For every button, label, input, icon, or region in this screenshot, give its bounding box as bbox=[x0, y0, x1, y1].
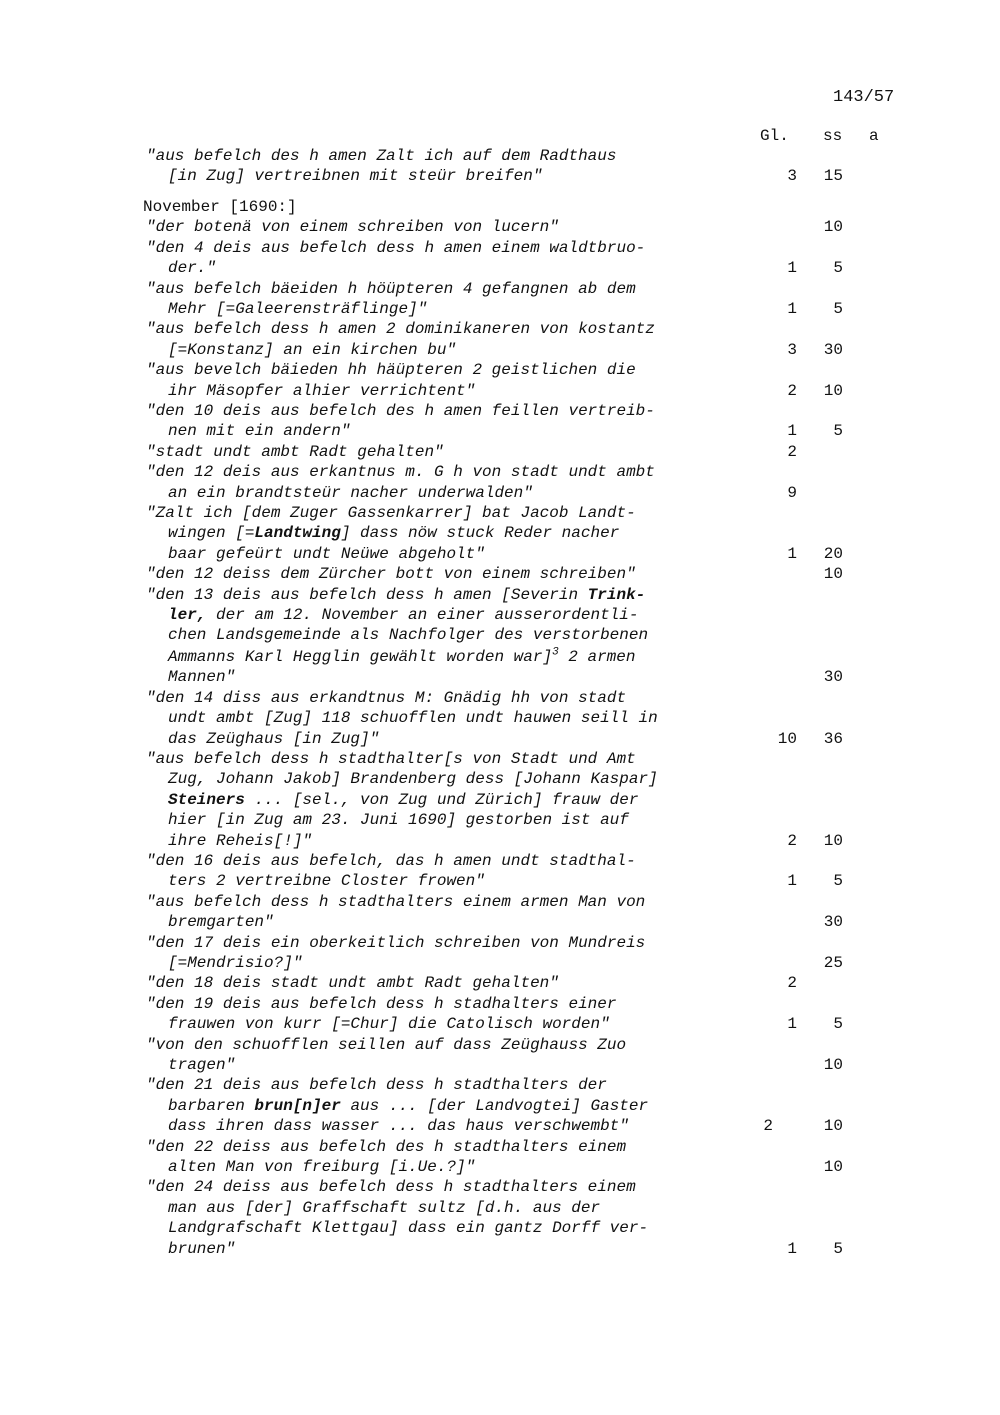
entry-text: "der botenä von einem schreiben von lucern" bbox=[146, 218, 559, 237]
entry-text: ihr Mäsopfer alhier verrichtent" bbox=[168, 381, 476, 400]
entry-text: ler, der am 12. November an einer ausserordentli- bbox=[168, 606, 639, 624]
entry-text: "den 14 diss aus erkandtnus M: Gnädig hh von stadt bbox=[146, 688, 627, 707]
ledger-line bbox=[0, 852, 1000, 872]
ledger-line bbox=[0, 913, 1000, 933]
ledger-line bbox=[0, 167, 1000, 187]
entry-ss: 30 bbox=[823, 340, 843, 359]
entry-text: "den 12 deiss dem Zürcher bott von einem schreiben" bbox=[146, 565, 636, 584]
entry-text: "Zalt ich [dem Zuger Gassenkarrer] bat Jacob Landt- bbox=[146, 504, 636, 522]
ledger-line bbox=[0, 1117, 1000, 1137]
entry-gl: 2 bbox=[787, 381, 797, 400]
ledger-line bbox=[0, 320, 1000, 340]
entry-text: "den 4 deis aus befelch dess h amen einem waldtbruo- bbox=[146, 238, 646, 257]
ledger-line bbox=[0, 934, 1000, 954]
ledger-line bbox=[0, 750, 1000, 770]
ledger-line bbox=[0, 648, 1000, 668]
ledger-line bbox=[0, 484, 1000, 504]
entry-ss: 10 bbox=[823, 381, 843, 400]
entry-text: Mehr [=Galeerensträflinge]" bbox=[168, 300, 428, 318]
ledger-line bbox=[0, 402, 1000, 422]
entry-text: brunen" bbox=[168, 1239, 236, 1258]
entry-gl: 10 bbox=[777, 729, 797, 748]
ledger-line bbox=[0, 954, 1000, 974]
ledger-line bbox=[0, 1097, 1000, 1117]
entry-text: dass ihren dass wasser ... das haus verschwembt" bbox=[168, 1117, 629, 1136]
entry-text: Mannen" bbox=[168, 668, 236, 687]
ledger-line bbox=[0, 382, 1000, 402]
emphasis-name: Steiners bbox=[168, 790, 245, 809]
entry-text: "aus bevelch bäieden hh häüpteren 2 geistlichen die bbox=[146, 361, 636, 380]
entry-gl: 1 bbox=[787, 872, 797, 891]
entry-text: alten Man von freiburg [i.Ue.?]" bbox=[168, 1158, 476, 1176]
entry-text: "von den schuofflen seillen auf dass Zeüghauss Zuo bbox=[146, 1035, 627, 1054]
entry-ss: 10 bbox=[823, 1056, 843, 1074]
entry-text: "den 16 deis aus befelch, das h amen undt stadthal- bbox=[146, 852, 636, 870]
ledger-line bbox=[0, 463, 1000, 483]
entry-ss: 5 bbox=[833, 259, 843, 278]
ledger-line bbox=[0, 832, 1000, 852]
entry-text: Steiners ... [sel., von Zug und Zürich] frauw der bbox=[168, 790, 639, 809]
ledger-line bbox=[0, 668, 1000, 688]
ledger-line bbox=[0, 1199, 1000, 1219]
entry-text: "den 10 deis aus befelch des h amen feillen vertreib- bbox=[146, 402, 655, 420]
entry-text: "den 19 deis aus befelch dess h stadhalters einer bbox=[146, 994, 617, 1013]
entry-gl: 1 bbox=[787, 544, 797, 563]
ledger-line bbox=[0, 280, 1000, 300]
entry-ss: 20 bbox=[823, 544, 843, 563]
ledger-line bbox=[0, 606, 1000, 626]
emphasis-name: ler, bbox=[168, 606, 207, 624]
entry-ss: 36 bbox=[823, 729, 843, 748]
ledger-line bbox=[0, 422, 1000, 442]
emphasis-name: Trink- bbox=[587, 585, 646, 604]
ledger-line bbox=[0, 524, 1000, 544]
entry-text: "den 24 deiss aus befelch dess h stadthalters einem bbox=[146, 1178, 636, 1197]
entry-gl: 3 bbox=[787, 340, 797, 359]
ledger-line bbox=[0, 770, 1000, 790]
entry-text: der." bbox=[168, 259, 217, 278]
entry-ss: 30 bbox=[823, 668, 843, 687]
entry-text: "den 13 deis aus befelch dess h amen [Severin Trink- bbox=[146, 585, 646, 604]
entry-ss: 10 bbox=[823, 831, 843, 850]
ledger-line bbox=[0, 709, 1000, 729]
entry-ss: 10 bbox=[823, 565, 843, 584]
entry-text: nen mit ein andern" bbox=[168, 422, 351, 441]
ledger-line bbox=[0, 239, 1000, 259]
entry-text: wingen [=Landtwing] dass nöw stuck Reder nacher bbox=[168, 524, 620, 543]
entry-gl: 2 bbox=[787, 442, 797, 461]
ledger-line bbox=[0, 218, 1000, 238]
entry-text: "aus befelch dess h stadthalters einem armen Man von bbox=[146, 892, 646, 911]
ledger-line bbox=[0, 1240, 1000, 1260]
entry-gl: 3 bbox=[787, 167, 797, 186]
entry-text: "aus befelch dess h amen 2 dominikaneren von kostantz bbox=[146, 320, 655, 339]
ledger-line bbox=[0, 1076, 1000, 1096]
entry-text: ters 2 vertreibne Closter frowen" bbox=[168, 872, 485, 891]
ledger-line bbox=[0, 147, 1000, 167]
ledger-line bbox=[0, 1158, 1000, 1178]
entry-text: das Zeüghaus [in Zug]" bbox=[168, 729, 380, 748]
ledger-line bbox=[0, 974, 1000, 994]
entry-text: hier [in Zug am 23. Juni 1690] gestorben ist auf bbox=[168, 811, 629, 830]
entry-ss: 5 bbox=[833, 422, 843, 441]
ledger-line bbox=[0, 730, 1000, 750]
ledger-line bbox=[0, 1056, 1000, 1076]
page-number: 143/57 bbox=[833, 88, 895, 107]
ledger-line bbox=[0, 1015, 1000, 1035]
entry-text: "aus befelch bäeiden h höüpteren 4 gefangnen ab dem bbox=[146, 279, 636, 298]
entry-text: frauwen von kurr [=Chur] die Catolisch worden" bbox=[168, 1015, 610, 1034]
ledger-line bbox=[0, 565, 1000, 585]
column-header-ss: ss bbox=[823, 127, 843, 145]
entry-gl: 1 bbox=[787, 300, 797, 318]
entry-text: [in Zug] vertreibnen mit steür breifen" bbox=[168, 167, 543, 186]
entry-gl: 1 bbox=[787, 422, 797, 441]
entry-text: "den 12 deis aus erkantnus m. G h von stadt undt ambt bbox=[146, 463, 655, 482]
entry-text: an ein brandtsteür nacher underwalden" bbox=[168, 483, 533, 502]
entry-text: [=Konstanz] an ein kirchen bu" bbox=[168, 340, 457, 359]
entry-ss: 10 bbox=[823, 1117, 843, 1136]
entry-gl: 1 bbox=[787, 1239, 797, 1258]
entry-gl: 1 bbox=[787, 1015, 797, 1034]
ledger-line bbox=[0, 893, 1000, 913]
entry-text: Ammanns Karl Hegglin gewählt worden war]$^3$ 2 armen bbox=[168, 646, 636, 666]
ledger-line bbox=[0, 811, 1000, 831]
column-header-a: a bbox=[869, 127, 879, 145]
entry-gl: 2 bbox=[787, 974, 797, 993]
entry-ss: 5 bbox=[833, 1015, 843, 1034]
ledger-line bbox=[0, 361, 1000, 381]
ledger-line bbox=[0, 1138, 1000, 1158]
entry-ss: 30 bbox=[823, 913, 843, 932]
entry-ss: 10 bbox=[823, 1158, 843, 1176]
entry-text: "den 21 deis aus befelch dess h stadthalters der bbox=[146, 1076, 607, 1095]
entry-text: man aus [der] Graffschaft sultz [d.h. aus der bbox=[168, 1198, 601, 1217]
entry-text: Zug, Johann Jakob] Brandenberg dess [Johann Kaspar] bbox=[168, 770, 658, 789]
entry-text: "aus befelch dess h stadthalter[s von Stadt und Amt bbox=[146, 750, 636, 768]
ledger-line bbox=[0, 995, 1000, 1015]
entry-text: "aus befelch des h amen Zalt ich auf dem Radthaus bbox=[146, 147, 617, 165]
entry-text: [=Mendrisio?]" bbox=[168, 954, 303, 972]
entry-text: chen Landsgemeinde als Nachfolger des verstorbenen bbox=[168, 626, 649, 645]
ledger-line bbox=[0, 341, 1000, 361]
entry-text: undt ambt [Zug] 118 schuofflen undt hauwen seill in bbox=[168, 709, 658, 728]
entry-text: "stadt undt ambt Radt gehalten" bbox=[146, 442, 444, 461]
entry-text: bremgarten" bbox=[168, 913, 274, 932]
entry-text: tragen" bbox=[168, 1056, 236, 1074]
ledger-line bbox=[0, 504, 1000, 524]
ledger-line bbox=[0, 300, 1000, 320]
ledger-line bbox=[0, 586, 1000, 606]
entry-gl: 1 bbox=[787, 259, 797, 278]
ledger-line bbox=[0, 1178, 1000, 1198]
column-header-gl: Gl. bbox=[760, 127, 789, 145]
ledger-line bbox=[0, 545, 1000, 565]
entry-text: "den 22 deiss aus befelch des h stadthalters einem bbox=[146, 1137, 627, 1156]
entry-ss: 5 bbox=[833, 872, 843, 891]
ledger-line bbox=[0, 1036, 1000, 1056]
entry-ss: 5 bbox=[833, 300, 843, 318]
entry-text: "den 18 deis stadt undt ambt Radt gehalten" bbox=[146, 974, 559, 993]
ledger-line bbox=[0, 872, 1000, 892]
month-heading-line bbox=[0, 198, 1000, 218]
ledger-line bbox=[0, 791, 1000, 811]
entry-text: ihre Reheis[!]" bbox=[168, 831, 313, 850]
entry-ss: 15 bbox=[823, 167, 843, 186]
emphasis-name: Landtwing bbox=[254, 524, 341, 543]
ledger-line bbox=[0, 259, 1000, 279]
entry-text: baar gefeürt undt Neüwe abgeholt" bbox=[168, 544, 485, 563]
ledger-line bbox=[0, 689, 1000, 709]
emphasis-name: brun[n]er bbox=[254, 1096, 341, 1115]
ledger-line bbox=[0, 1219, 1000, 1239]
entry-ss: 25 bbox=[823, 954, 843, 972]
entry-text: "den 17 deis ein oberkeitlich schreiben von Mundreis bbox=[146, 933, 646, 952]
entry-text: barbaren brun[n]er aus ... [der Landvogtei] Gaster bbox=[168, 1096, 649, 1115]
ledger-line bbox=[0, 443, 1000, 463]
entry-text: Landgrafschaft Klettgau] dass ein gantz Dorff ver- bbox=[168, 1219, 649, 1238]
footnote-mark: 3 bbox=[552, 646, 559, 659]
entry-ss: 10 bbox=[823, 218, 843, 237]
entry-gl: 9 bbox=[787, 483, 797, 502]
ledger-line bbox=[0, 626, 1000, 646]
month-heading: November [1690:] bbox=[143, 198, 297, 216]
entry-gl: 2 bbox=[787, 831, 797, 850]
entry-gl: 2 bbox=[763, 1117, 773, 1136]
entry-ss: 5 bbox=[833, 1239, 843, 1258]
